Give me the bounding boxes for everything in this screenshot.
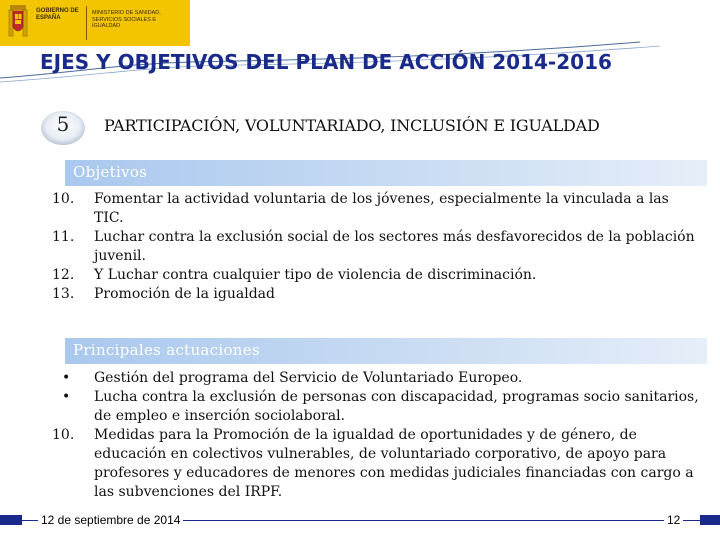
- list-item-text: Luchar contra la exclusión social de los sectores más desfavorecidos de la población juvenil.: [94, 229, 695, 264]
- coat-of-arms-icon: [8, 5, 28, 39]
- objetivos-header: [65, 160, 707, 186]
- list-item: [50, 266, 700, 285]
- page-number: 12: [664, 513, 683, 527]
- footer-right-block: [700, 515, 720, 525]
- list-item-text: Y Luchar contra cualquier tipo de violencia de discriminación.: [94, 267, 537, 283]
- list-item: [50, 228, 700, 266]
- list-item: [50, 426, 700, 502]
- bullet-marker: •: [62, 389, 71, 405]
- footer-left-block: [0, 515, 22, 525]
- list-item-text: Promoción de la igualdad: [94, 286, 275, 302]
- list-item-text: Gestión del programa del Servicio de Voluntariado Europeo.: [94, 370, 523, 386]
- axis-subtitle: PARTICIPACIÓN, VOLUNTARIADO, INCLUSIÓN E IGUALDAD: [104, 116, 600, 135]
- list-item-text: Medidas para la Promoción de la igualdad de oportunidades y de género, de educación en colectivos vulnerables, de voluntariado corporativo, de apoyo para profesores y educadores de menores con medidas judiciales financiadas con cargo a las subvenciones del IRPF.: [94, 427, 694, 500]
- list-item-text: Fomentar la actividad voluntaria de los jóvenes, especialmente la vinculada a las TIC.: [94, 191, 669, 226]
- list-marker: 10.: [52, 427, 75, 443]
- page-title: EJES Y OBJETIVOS DEL PLAN DE ACCIÓN 2014-2016: [40, 50, 612, 74]
- list-item: [50, 285, 700, 304]
- list-marker: 13.: [52, 286, 75, 302]
- gobierno-label: GOBIERNO DE ESPAÑA: [36, 8, 79, 21]
- bullet-marker: •: [62, 370, 71, 386]
- axis-number: 5: [56, 112, 70, 136]
- list-item: [50, 190, 700, 228]
- footer-date: 12 de septiembre de 2014: [38, 513, 183, 527]
- logo-divider: [86, 6, 87, 40]
- actuaciones-header: [65, 338, 707, 364]
- objetivos-list: [50, 190, 700, 304]
- list-marker: 11.: [52, 229, 75, 245]
- ministerio-label: MINISTERIO DE SANIDAD, SERVICIOS SOCIALES E IGUALDAD: [92, 10, 161, 29]
- actuaciones-list: [50, 369, 700, 502]
- list-item: [50, 369, 700, 388]
- objetivos-heading: Objetivos: [73, 163, 148, 181]
- list-item: [50, 388, 700, 426]
- list-marker: 10.: [52, 191, 75, 207]
- actuaciones-heading: Principales actuaciones: [73, 341, 260, 359]
- list-marker: 12.: [52, 267, 75, 283]
- list-item-text: Lucha contra la exclusión de personas con discapacidad, programas socio sanitarios, de empleo e inserción sociolaboral.: [94, 389, 699, 424]
